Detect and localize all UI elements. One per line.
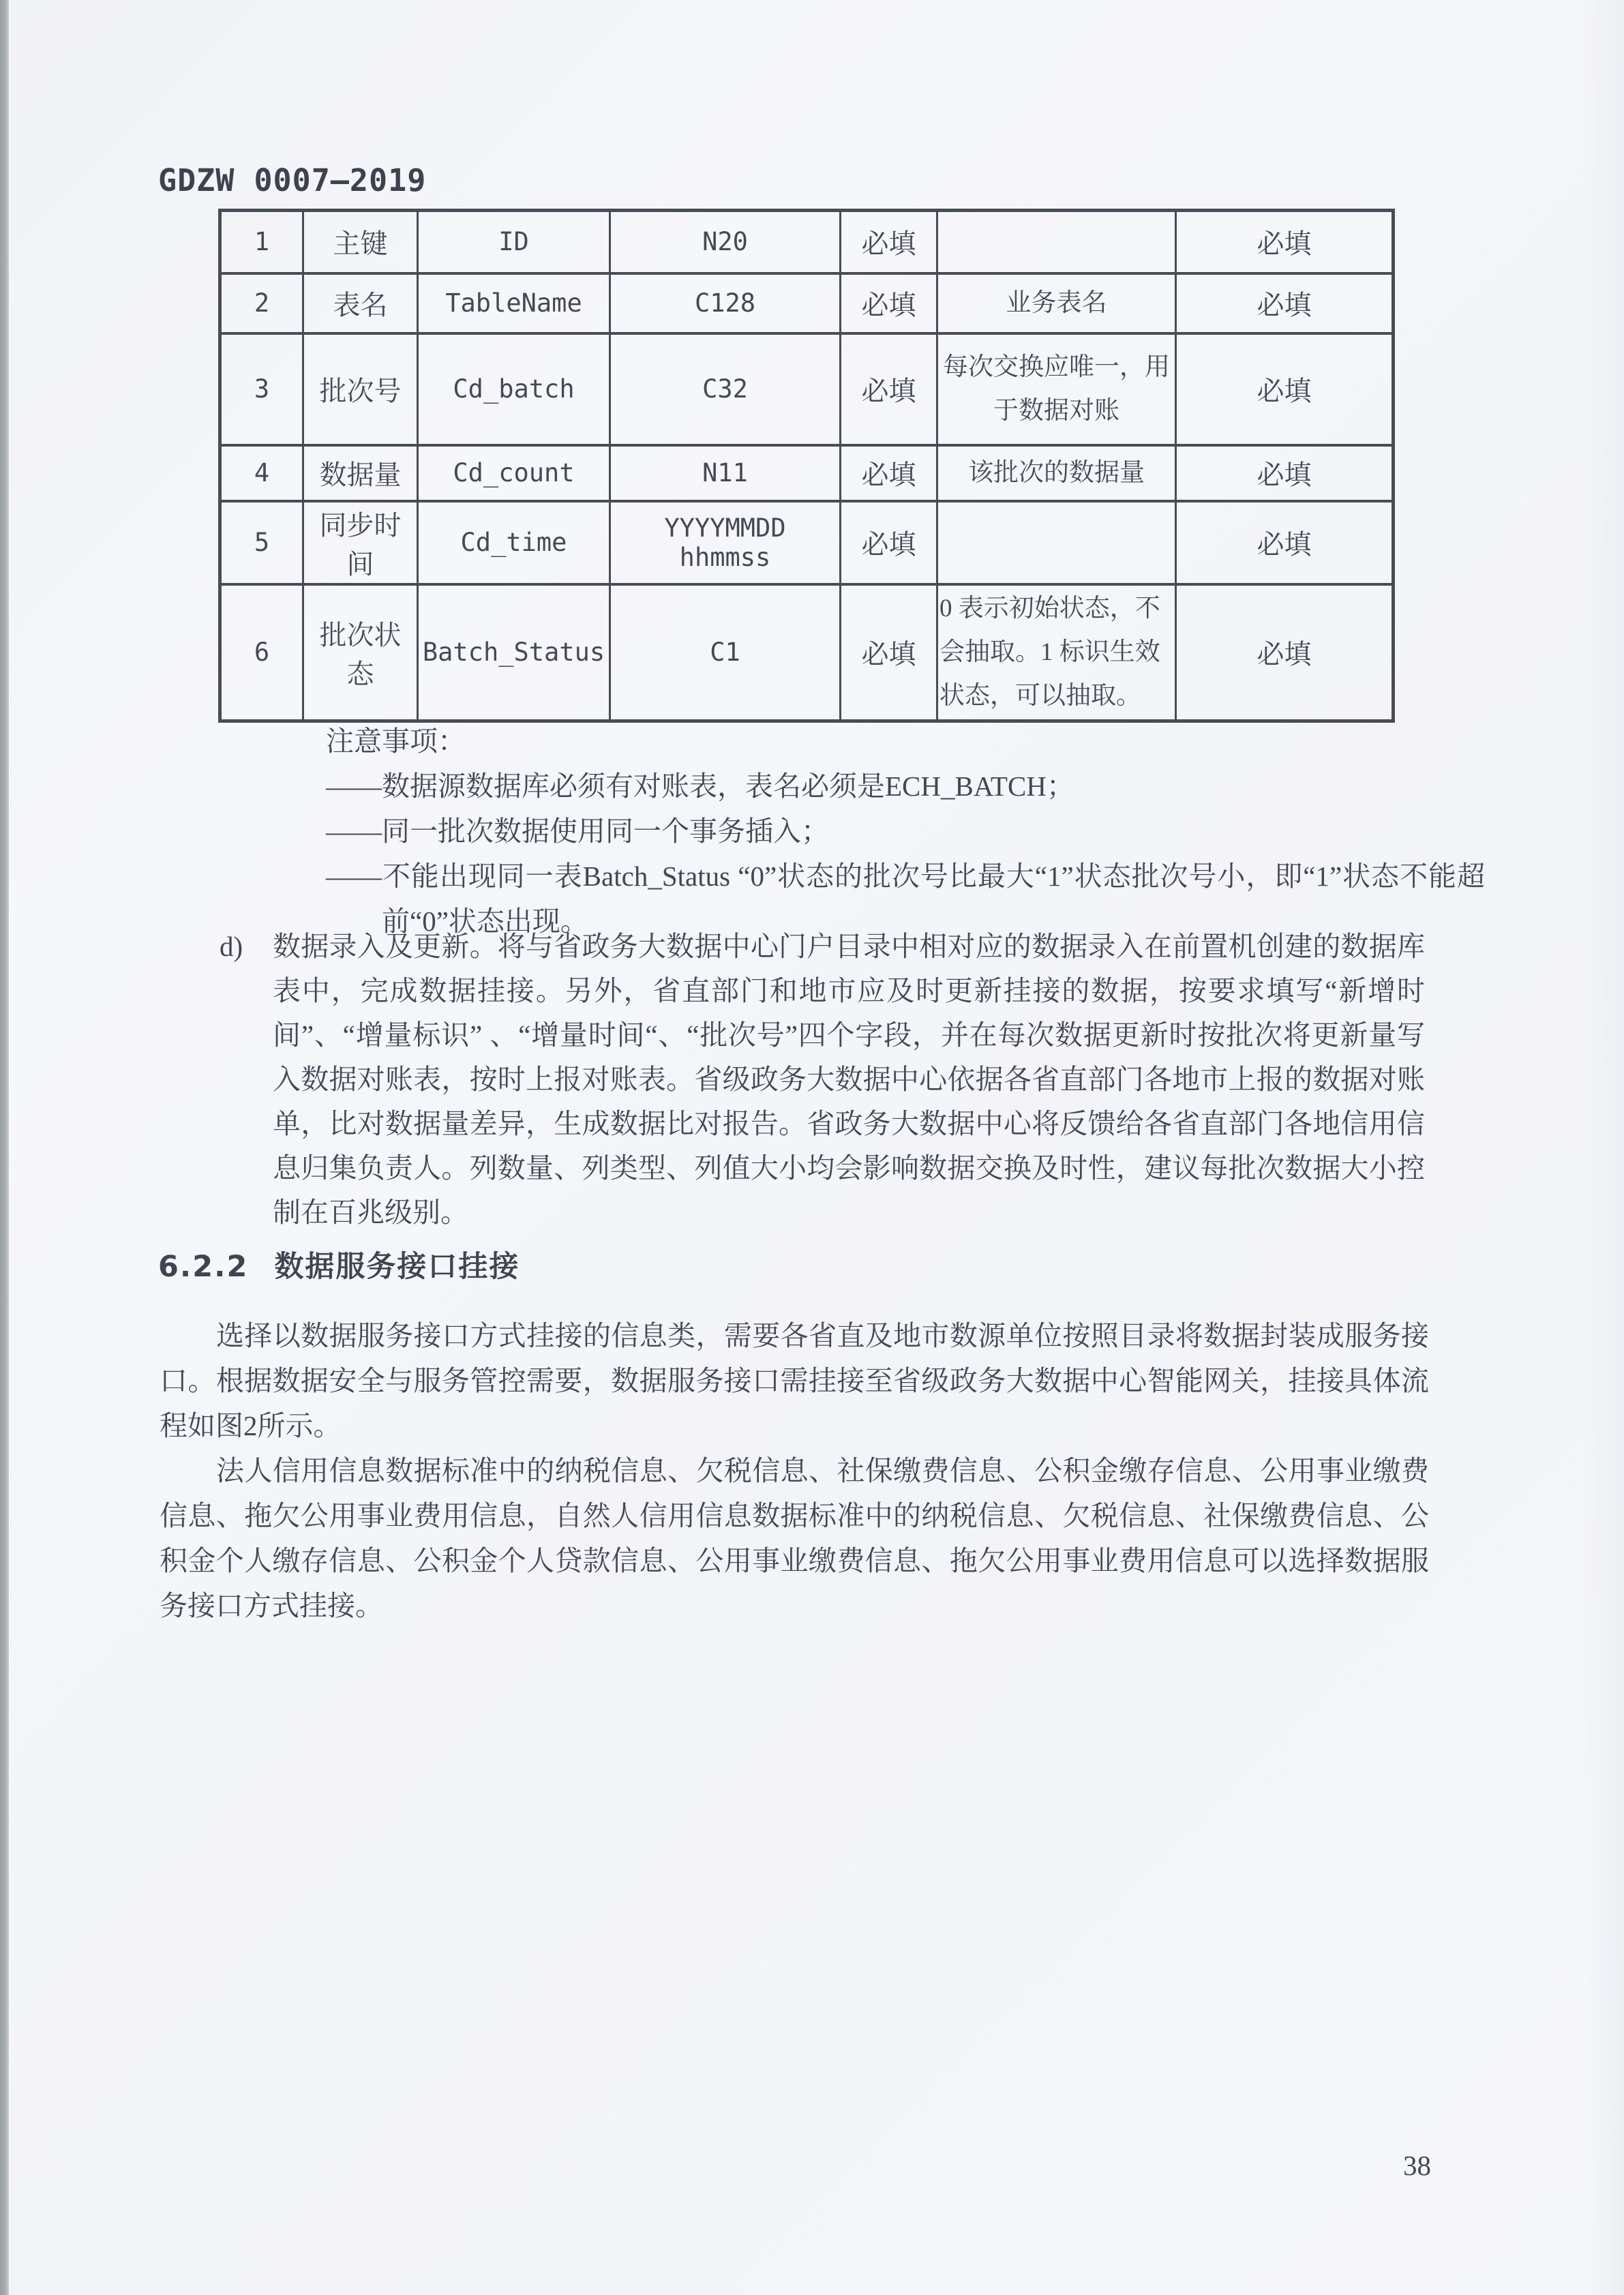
table-cell: 必填 [1176,273,1394,333]
table-cell: 每次交换应唯一，用于数据对账 [937,333,1176,445]
table-cell: Cd_batch [418,333,610,445]
table-cell: 6 [220,584,303,721]
table-cell: 数据量 [303,445,418,501]
table-cell: 4 [220,445,303,501]
table-cell: YYYYMMDD hhmmss [610,501,841,584]
paragraph: 选择以数据服务接口方式挂接的信息类，需要各省直及地市数源单位按照目录将数据封装成服务接口。根据数据安全与服务管控需要，数据服务接口需挂接至省级政务大数据中心智能网关，挂接具体流程如图2所示。 [160,1320,1429,1441]
table-cell: 2 [220,273,303,333]
table-cell [937,211,1176,273]
table-row [220,501,1394,584]
table-cell: 3 [220,333,303,445]
table-cell: 5 [220,501,303,584]
table-cell: 必填 [841,584,937,721]
table-cell: TableName [418,273,610,333]
table-cell: 必填 [1176,584,1394,721]
list-item-d-text: 数据录入及更新。将与省政务大数据中心门户目录中相对应的数据录入在前置机创建的数据库表中，完成数据挂接。另外，省直部门和地市应及时更新挂接的数据，按要求填写“新增时间”、“增量标识” 、“增量时间“、“批次号”四个字段，并在每次数据更新时按批次将更新量写入数据对账表，按时上报对账表。省级政务大数据中心依据各省直部门各地市上报的数据对账单，比对数据量差异，生成数据比对报告。省政务大数据中心将反馈给各省直部门各地信用信息归集负责人。列数量、列类型、列值大小均会影响数据交换及时性，建议每批次数据大小控制在百兆级别。 [273,931,1425,1228]
table-cell: 必填 [841,501,937,584]
notes-title: 注意事项： [326,725,466,757]
page-number: 38 [1403,2150,1431,2181]
table-cell: 表名 [303,273,418,333]
section-heading-6-2-2 [158,1244,520,1285]
table-row [220,584,1394,721]
table-row [220,333,1394,445]
table-cell: 必填 [1176,333,1394,445]
table-cell: 必填 [1176,445,1394,501]
table-cell: C1 [610,584,841,721]
list-item-d [217,925,1425,1235]
notes-block [326,719,1485,944]
table-row [220,211,1394,273]
table-cell: 该批次的数据量 [937,445,1176,501]
table-cell: Batch_Status [418,584,610,721]
table-cell: 必填 [841,445,937,501]
table-cell: 必填 [841,333,937,445]
list-item-d-marker: d) [220,931,243,962]
table-cell: 必填 [1176,211,1394,273]
note-item: ——不能出现同一表Batch_Status “0”状态的批次号比最大“1”状态批次号小，即“1”状态不能超前“0”状态出现。 [326,860,1485,937]
table-cell: C128 [610,273,841,333]
standard-number-header: GDZW 0007—2019 [158,162,427,198]
note-item: ——数据源数据库必须有对账表，表名必须是ECH_BATCH； [326,770,1074,802]
table-cell: C32 [610,333,841,445]
table-cell: 必填 [841,211,937,273]
batch-fields-table [218,209,1395,723]
table-cell: 0 表示初始状态，不会抽取。1 标识生效状态，可以抽取。 [937,584,1176,721]
table-cell: 1 [220,211,303,273]
table-cell: 业务表名 [937,273,1176,333]
table-cell: 必填 [841,273,937,333]
table-body [220,211,1394,721]
paragraph: 法人信用信息数据标准中的纳税信息、欠税信息、社保缴费信息、公积金缴存信息、公用事业缴费信息、拖欠公用事业费用信息，自然人信用信息数据标准中的纳税信息、欠税信息、社保缴费信息、公积金个人缴存信息、公积金个人贷款信息、公用事业缴费信息、拖欠公用事业费用信息可以选择数据服务接口方式挂接。 [160,1455,1429,1621]
scan-right-shade [1583,0,1624,2295]
table-cell: Cd_time [418,501,610,584]
table-cell: 批次号 [303,333,418,445]
table-cell: Cd_count [418,445,610,501]
table-row [220,273,1394,333]
section-number: 6.2.2 [158,1250,249,1284]
table-cell: 批次状态 [303,584,418,721]
table-cell: N11 [610,445,841,501]
table-cell [937,501,1176,584]
table-row [220,445,1394,501]
section-title: 数据服务接口挂接 [274,1250,520,1284]
note-item: ——同一批次数据使用同一个事务插入； [326,815,829,847]
table-cell: ID [418,211,610,273]
scan-left-edge [0,0,9,2295]
table-cell: 主键 [303,211,418,273]
table-cell: 必填 [1176,501,1394,584]
table-cell: 同步时间 [303,501,418,584]
table-cell: N20 [610,211,841,273]
